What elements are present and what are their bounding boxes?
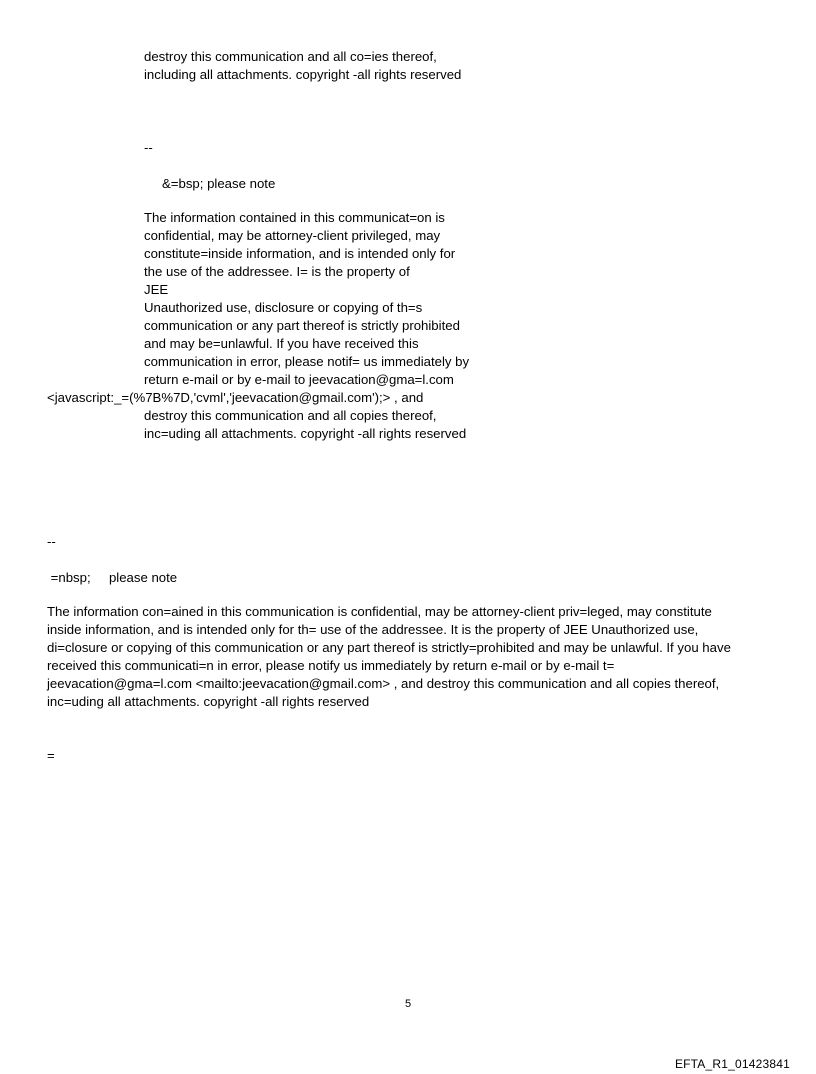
please-note: =nbsp; please note (47, 570, 178, 585)
text-line: Unauthorized use, disclosure or copying of th=s (144, 300, 423, 315)
text-line: destroy this communication and all copies thereof, (144, 408, 437, 423)
text-line: including all attachments. copyright -all rights reserved (144, 67, 462, 82)
separator: -- (47, 534, 56, 549)
trailing-equals: = (47, 748, 55, 763)
text-line: inc=uding all attachments. copyright -all rights reserved (47, 694, 370, 709)
text-line: communication or any part thereof is strictly prohibited (144, 318, 460, 333)
text-line: received this communicati=n in error, please notify us immediately by return e-mail or by e-mail t= (47, 658, 615, 673)
text-line: inside information, and is intended only for th= use of the addressee. It is the property of JEE Unauthorized use, (47, 622, 699, 637)
text-line: return e-mail or by e-mail to jeevacation@gma=l.com (144, 372, 454, 387)
text-line: confidential, may be attorney-client privileged, may (144, 228, 441, 243)
text-line: JEE (144, 282, 169, 297)
javascript-link-text: <javascript:_=(%7B%7D,'cvml','jeevacation@gmail.com');> , and (47, 390, 424, 405)
text-line: The information con=ained in this communication is confidential, may be attorney-client priv=leged, may constitute (47, 604, 712, 619)
text-line: the use of the addressee. I= is the property of (144, 264, 410, 279)
text-line: di=closure or copying of this communication or any part thereof is strictly=prohibited and may be unlawful. If you have (47, 640, 731, 655)
text-line: constitute=inside information, and is intended only for (144, 246, 456, 261)
text-line: and may be=unlawful. If you have received this (144, 336, 419, 351)
text-line: destroy this communication and all co=ies thereof, (144, 49, 437, 64)
text-line: The information contained in this communicat=on is (144, 210, 445, 225)
please-note: &=bsp; please note (162, 176, 276, 191)
text-line: communication in error, please notif= us immediately by (144, 354, 470, 369)
document-id: EFTA_R1_01423841 (674, 1057, 790, 1071)
separator: -- (144, 140, 153, 155)
page-number: 5 (404, 998, 412, 1010)
text-line: jeevacation@gma=l.com <mailto:jeevacation@gmail.com> , and destroy this communication and all copies thereof, (47, 676, 720, 691)
text-line: inc=uding all attachments. copyright -all rights reserved (144, 426, 467, 441)
